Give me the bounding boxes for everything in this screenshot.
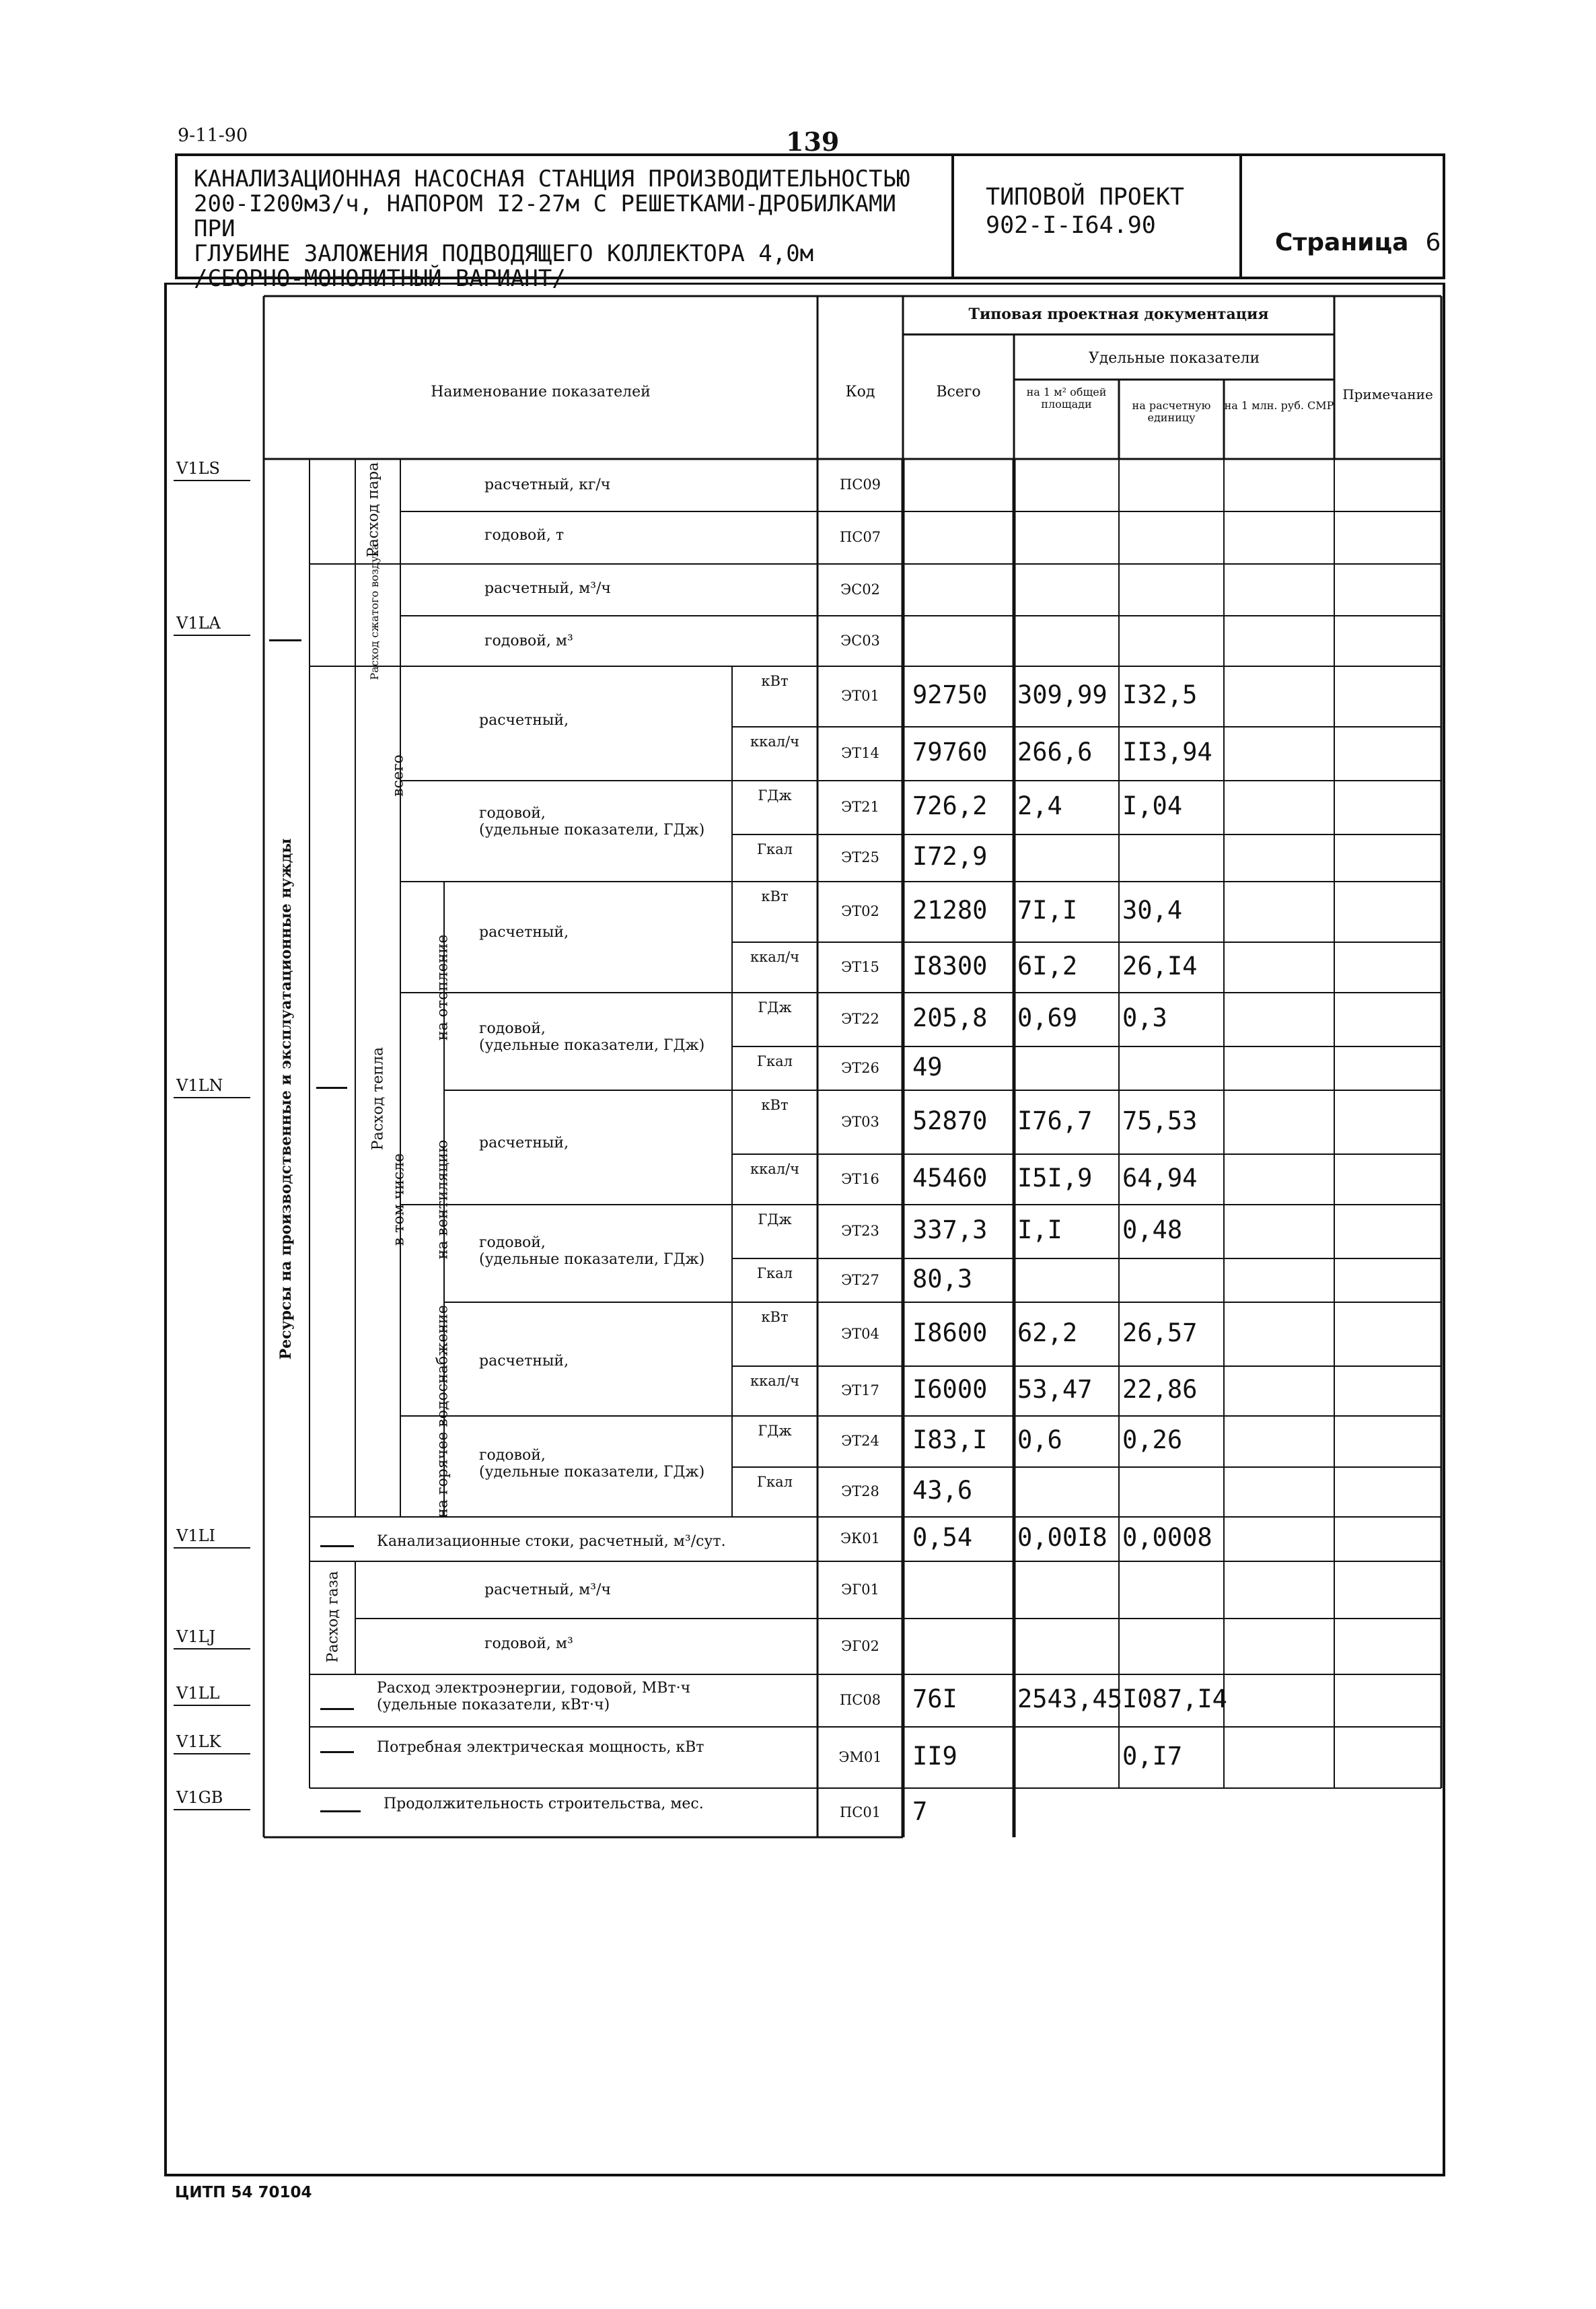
row-code: ЭТ15 [841, 958, 879, 975]
row-label-annual: годовой, (удельные показатели, ГДж) [479, 1020, 705, 1054]
row-marker: V1LJ [176, 1627, 216, 1646]
label-heating: на отопление [434, 934, 451, 1041]
column-header-specific: Удельные показатели [1088, 350, 1260, 367]
row-total: I6000 [912, 1375, 988, 1404]
label-gas: Расход газа [324, 1571, 342, 1663]
document-title: КАНАЛИЗАЦИОННАЯ НАСОСНАЯ СТАНЦИЯ ПРОИЗВОДИТЕЛЬНОСТЬЮ 200-I200м3/ч, НАПОРОМ I2-27м С РЕШЕТКАМИ-ДРОБИЛКАМИ ПРИ ГЛУБИНЕ ЗАЛОЖЕНИЯ ПОДВОДЯЩЕГО КОЛЛЕКТОРА 4,0м /СБОРНО-МОНОЛИТНЫЙ ВАРИАНТ/ [194, 166, 910, 292]
footer-code: ЦИТП 54 70104 [175, 2184, 312, 2201]
row-label-rated: расчетный, [479, 924, 569, 941]
row-marker: V1GB [176, 1788, 223, 1807]
row-code: ЭС02 [840, 581, 880, 598]
row-per-unit: 0,48 [1122, 1215, 1183, 1244]
row-per-unit: I087,I4 [1122, 1684, 1227, 1713]
row-total: 49 [912, 1052, 943, 1081]
project-code: 902-I-I64.90 [986, 212, 1156, 239]
row-code: ПС01 [839, 1804, 881, 1820]
row-code: ЭМ01 [838, 1748, 882, 1765]
row-total: 0,54 [912, 1523, 973, 1552]
row-code: ЭГ02 [841, 1637, 879, 1654]
row-per-unit: 26,57 [1122, 1318, 1198, 1347]
row-unit: Гкал [757, 841, 793, 857]
column-header-name: Наименование показателей [431, 384, 651, 400]
row-per-m2: 309,99 [1017, 680, 1108, 709]
sheet-word: Страница [1275, 229, 1409, 256]
row-label-steam-rated: расчетный, кг/ч [484, 476, 611, 493]
column-header-per-mln: на 1 млн. руб. СМР [1224, 399, 1334, 412]
row-label-annual: годовой, (удельные показатели, ГДж) [479, 1234, 705, 1268]
row-unit: Гкал [757, 1474, 793, 1490]
row-total: I8600 [912, 1318, 988, 1347]
row-label-annual: годовой, (удельные показатели, ГДж) [479, 805, 705, 839]
row-per-m2: I,I [1017, 1215, 1062, 1244]
column-header-note: Примечание [1342, 386, 1433, 402]
row-unit: ГДж [758, 787, 792, 804]
row-per-unit: 0,3 [1122, 1003, 1167, 1032]
row-total: 7 [912, 1796, 928, 1826]
row-marker: V1LL [176, 1684, 220, 1703]
label-heat-total: всего [390, 754, 407, 797]
row-code: ЭТ17 [841, 1382, 879, 1398]
row-total: 79760 [912, 738, 988, 767]
row-per-m2: 7I,I [1017, 896, 1078, 925]
row-per-unit: 22,86 [1122, 1375, 1198, 1404]
row-label-sewage: Канализационные стоки, расчетный, м³/сут. [377, 1533, 726, 1550]
row-per-m2: I76,7 [1017, 1106, 1093, 1135]
row-unit: Гкал [757, 1265, 793, 1281]
row-label-air-rated: расчетный, м³/ч [484, 580, 611, 597]
row-total: 76I [912, 1684, 957, 1713]
row-per-m2: 62,2 [1017, 1318, 1078, 1347]
row-code: ЭТ23 [841, 1223, 879, 1239]
row-label-steam-annual: годовой, т [484, 527, 565, 544]
row-label-gas-rated: расчетный, м³/ч [484, 1582, 611, 1598]
row-per-m2: I5I,9 [1017, 1163, 1093, 1193]
row-total: 52870 [912, 1106, 988, 1135]
leader-mark [320, 1708, 354, 1710]
row-unit: ккал/ч [750, 1161, 800, 1177]
project-type: ТИПОВОЙ ПРОЕКТ [986, 184, 1185, 211]
row-unit: кВт [761, 1309, 789, 1325]
row-label-annual: годовой, (удельные показатели, ГДж) [479, 1447, 705, 1481]
row-per-m2: 0,6 [1017, 1425, 1062, 1454]
row-per-unit: II3,94 [1122, 738, 1212, 767]
row-code: ЭК01 [840, 1530, 881, 1547]
row-code: ЭТ24 [841, 1433, 879, 1449]
row-code: ЭТ01 [841, 688, 879, 704]
row-code: ПС09 [839, 476, 881, 493]
row-per-m2: 6I,2 [1017, 951, 1078, 981]
row-label-duration: Продолжительность строительства, мес. [384, 1796, 704, 1812]
row-marker: V1LK [176, 1732, 221, 1751]
label-including: в том числе [390, 1153, 408, 1246]
row-marker: V1LN [176, 1076, 223, 1095]
row-per-unit: 30,4 [1122, 896, 1183, 925]
row-code: ПС07 [839, 529, 881, 545]
row-per-m2: 2,4 [1017, 791, 1062, 820]
row-total: 45460 [912, 1163, 988, 1193]
row-per-m2: 0,69 [1017, 1003, 1078, 1032]
row-unit: кВт [761, 888, 789, 904]
row-code: ЭТ26 [841, 1059, 879, 1076]
row-total: 205,8 [912, 1003, 988, 1032]
row-label-air-annual: годовой, м³ [484, 633, 573, 649]
leader-mark [320, 1751, 354, 1753]
row-code: ЭТ03 [841, 1113, 879, 1130]
row-unit: ГДж [758, 1423, 792, 1439]
row-unit: ГДж [758, 999, 792, 1016]
page-number: 139 [786, 127, 840, 157]
row-per-m2: 0,00I8 [1017, 1523, 1108, 1552]
row-label-rated: расчетный, [479, 1353, 569, 1370]
row-code: ЭТ28 [841, 1483, 879, 1499]
label-compressed-air: Расход сжатого воздуха [368, 543, 381, 680]
row-total: 80,3 [912, 1264, 973, 1293]
leader-mark [316, 1087, 347, 1089]
sheet-number: 6 [1425, 229, 1441, 256]
row-per-unit: 0,I7 [1122, 1741, 1183, 1771]
row-label-electricity: Расход электроэнергии, годовой, МВт·ч (удельные показатели, кВт·ч) [377, 1680, 691, 1713]
row-code: ЭТ02 [841, 903, 879, 919]
row-label-rated: расчетный, [479, 712, 569, 729]
column-header-group: Типовая проектная документация [968, 306, 1269, 323]
leader-mark [320, 1810, 361, 1812]
column-header-per-m2: на 1 м² общей площади [1026, 386, 1107, 411]
row-total: 43,6 [912, 1476, 973, 1505]
row-total: 337,3 [912, 1215, 988, 1244]
row-unit: ккал/ч [750, 949, 800, 965]
row-total: 726,2 [912, 791, 988, 820]
row-code: ЭГ01 [841, 1581, 879, 1598]
row-total: I83,I [912, 1425, 988, 1454]
row-code: ЭТ04 [841, 1325, 879, 1342]
row-per-m2: 266,6 [1017, 738, 1093, 767]
row-per-m2: 2543,45 [1017, 1684, 1122, 1713]
label-heat: Расход тепла [369, 1046, 387, 1151]
row-unit: ккал/ч [750, 734, 800, 750]
row-label-rated: расчетный, [479, 1135, 569, 1151]
row-per-unit: 75,53 [1122, 1106, 1198, 1135]
label-steam: Расход пара [365, 462, 382, 558]
row-marker: V1LS [176, 459, 220, 478]
row-code: ПС08 [839, 1692, 881, 1708]
row-code: ЭТ16 [841, 1170, 879, 1187]
row-per-unit: 0,26 [1122, 1425, 1183, 1454]
row-unit: ГДж [758, 1211, 792, 1228]
row-code: ЭТ21 [841, 799, 879, 815]
row-code: ЭТ27 [841, 1271, 879, 1288]
label-hot-water: на горячее водоснабжение [434, 1305, 451, 1518]
row-per-unit: 0,0008 [1122, 1523, 1212, 1552]
leader-mark [320, 1545, 354, 1547]
row-per-unit: 26,I4 [1122, 951, 1198, 981]
row-total: I72,9 [912, 842, 988, 871]
row-code: ЭС03 [840, 632, 880, 649]
row-total: I8300 [912, 951, 988, 981]
label-resources: Ресурсы на производственные и эксплуатационные нужды [277, 838, 295, 1360]
row-per-unit: I,04 [1122, 791, 1183, 820]
row-marker: V1LA [176, 614, 221, 633]
row-unit: кВт [761, 673, 789, 689]
row-label-gas-annual: годовой, м³ [484, 1635, 573, 1652]
row-total: 92750 [912, 680, 988, 709]
column-header-per-unit: на расчетную единицу [1132, 399, 1211, 424]
row-code: ЭТ22 [841, 1011, 879, 1027]
row-code: ЭТ14 [841, 745, 879, 761]
row-label-power: Потребная электрическая мощность, кВт [377, 1739, 704, 1756]
row-unit: ккал/ч [750, 1373, 800, 1389]
document-date: 9-11-90 [178, 125, 248, 146]
row-marker: V1LI [176, 1526, 216, 1545]
leader-mark [269, 639, 301, 641]
row-unit: Гкал [757, 1053, 793, 1069]
row-per-unit: I32,5 [1122, 680, 1198, 709]
row-unit: кВт [761, 1097, 789, 1113]
row-per-m2: 53,47 [1017, 1375, 1093, 1404]
row-total: II9 [912, 1741, 957, 1771]
column-header-total: Всего [936, 384, 981, 400]
row-total: 21280 [912, 896, 988, 925]
row-per-unit: 64,94 [1122, 1163, 1198, 1193]
label-ventilation: на вентиляцию [434, 1139, 451, 1260]
row-code: ЭТ25 [841, 849, 879, 865]
column-header-code: Код [845, 384, 875, 400]
